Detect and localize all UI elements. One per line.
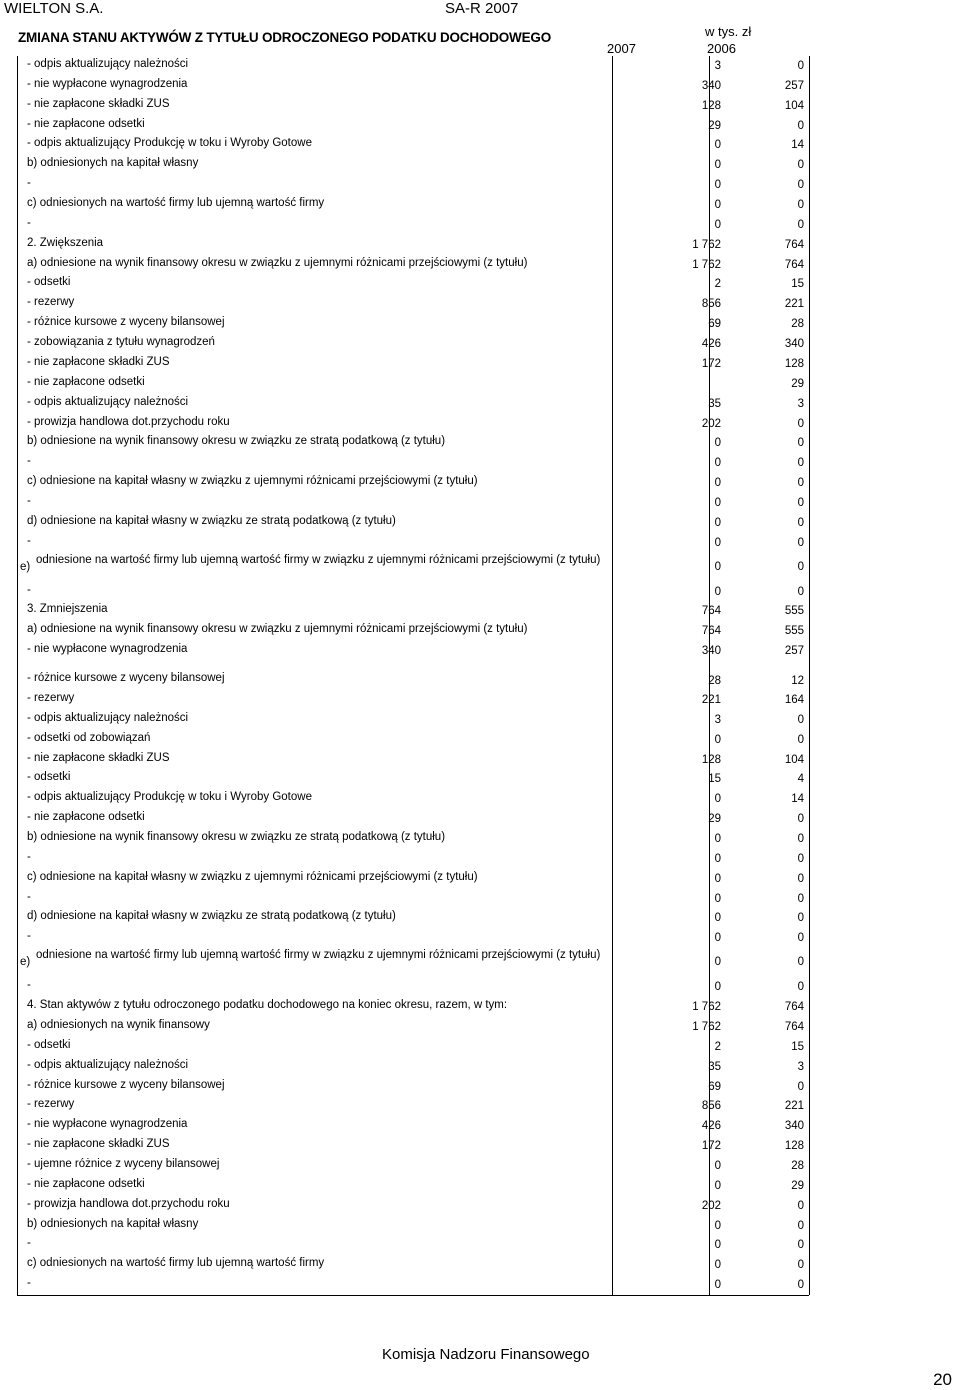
value-2006: 0	[797, 60, 804, 72]
table-row	[18, 601, 808, 621]
table-row	[18, 1216, 808, 1236]
value-2007: 0	[714, 139, 721, 152]
table-row	[18, 175, 808, 195]
table-row	[18, 56, 808, 76]
value-2006: 764	[784, 1020, 804, 1033]
value-2007: 2	[714, 278, 721, 291]
table-row	[18, 928, 808, 948]
value-2006: 0	[797, 813, 804, 826]
value-2006: 0	[797, 477, 804, 490]
table-row	[18, 1255, 808, 1275]
value-2006: 0	[797, 437, 804, 450]
value-2007: 0	[714, 1219, 721, 1232]
table-row	[18, 553, 808, 582]
value-2007: 0	[714, 477, 721, 490]
row-label: - nie zapłacone składki ZUS	[27, 1138, 170, 1151]
table-row	[18, 195, 808, 215]
table-row	[18, 730, 808, 750]
value-2007: 1 762	[692, 1001, 721, 1014]
value-2007: 0	[714, 932, 721, 945]
table-row	[18, 96, 808, 116]
table-row	[18, 789, 808, 809]
row-label: - nie zapłacone odsetki	[27, 375, 145, 388]
row-label: - nie zapłacone odsetki	[27, 117, 145, 130]
table-row	[18, 1136, 808, 1156]
value-2006: 257	[784, 645, 804, 658]
row-label: - odpis aktualizujący należności	[27, 58, 189, 70]
row-label: - odpis aktualizujący Produkcję w toku i Wyroby Gotowe	[27, 137, 312, 150]
value-2006: 0	[797, 199, 804, 212]
row-label: -	[27, 890, 31, 903]
row-label: -	[27, 1277, 31, 1290]
table-row	[18, 215, 808, 235]
row-label: - nie wypłacone wynagrodzenia	[27, 1118, 188, 1131]
row-label: - rezerwy	[27, 692, 75, 704]
row-label: - odpis aktualizujący należności	[27, 1058, 189, 1071]
value-2006: 128	[784, 1140, 804, 1153]
value-2007: 128	[701, 753, 721, 766]
row-label: b) odniesione na wynik finansowy okresu w związku ze stratą podatkową (z tytułu)	[27, 831, 446, 844]
value-2007: 0	[714, 437, 721, 450]
row-label: - odsetki	[27, 276, 71, 289]
table-row	[18, 948, 808, 977]
column-header-2006: 2006	[707, 41, 736, 56]
value-2006: 0	[797, 932, 804, 945]
value-2007: 0	[714, 852, 721, 865]
value-2007: 69	[708, 318, 721, 331]
value-2006: 14	[791, 793, 804, 806]
value-2006: 0	[797, 585, 804, 598]
value-2006: 29	[791, 377, 804, 390]
row-label: -	[27, 216, 31, 229]
value-2007: 35	[708, 1060, 721, 1073]
row-label: - odsetki	[27, 1038, 71, 1051]
value-2007: 856	[701, 1100, 721, 1113]
value-2007: 28	[708, 675, 721, 687]
value-2007: 0	[714, 892, 721, 905]
value-2006: 164	[784, 694, 804, 706]
value-2007: 29	[708, 813, 721, 826]
value-2007: 172	[701, 1140, 721, 1153]
table-row	[18, 809, 808, 829]
value-2006: 0	[797, 713, 804, 726]
table-row	[18, 710, 808, 730]
row-label: - odpis aktualizujący należności	[27, 711, 189, 724]
value-2007: 69	[708, 1080, 721, 1093]
row-label: - rezerwy	[27, 1098, 75, 1111]
value-2007: 426	[701, 1120, 721, 1133]
row-label: - prowizja handlowa dot.przychodu roku	[27, 1197, 230, 1210]
table-row	[18, 997, 808, 1017]
table-row	[18, 1235, 808, 1255]
row-prefix: e)	[20, 956, 31, 969]
value-2006: 0	[797, 516, 804, 529]
value-2006: 0	[797, 457, 804, 470]
value-2006: 0	[797, 981, 804, 994]
row-label: - nie zapłacone składki ZUS	[27, 355, 170, 368]
value-2007: 0	[714, 872, 721, 885]
value-2006: 12	[791, 675, 804, 687]
table-row	[18, 869, 808, 889]
table-row	[18, 750, 808, 770]
row-label: a) odniesionych na wynik finansowy	[27, 1018, 210, 1031]
row-label: - różnice kursowe z wyceny bilansowej	[27, 316, 225, 329]
value-2007: 0	[714, 179, 721, 192]
table-row	[18, 889, 808, 909]
value-2006: 221	[784, 298, 804, 311]
value-2007: 0	[714, 956, 721, 969]
value-2007: 1 762	[692, 1020, 721, 1033]
table-row	[18, 1156, 808, 1176]
table-row	[18, 374, 808, 394]
page-number: 20	[933, 1370, 952, 1389]
row-label: - odsetki od zobowiązań	[27, 731, 151, 744]
value-2007: 426	[701, 338, 721, 351]
value-2006: 340	[784, 1120, 804, 1133]
value-2006: 764	[784, 238, 804, 251]
value-2007: 1 762	[692, 238, 721, 251]
value-2006: 0	[797, 912, 804, 925]
table-title: ZMIANA STANU AKTYWÓW Z TYTUŁU ODROCZONEGO PODATKU DOCHODOWEGO	[18, 30, 552, 45]
value-2006: 0	[797, 1219, 804, 1232]
row-label: -	[27, 850, 31, 863]
value-2007: 0	[714, 733, 721, 746]
value-2006: 0	[797, 892, 804, 905]
value-2007: 0	[714, 1239, 721, 1252]
table-row	[18, 1275, 808, 1295]
table-row	[18, 1176, 808, 1196]
value-2007: 856	[701, 298, 721, 311]
value-2007: 0	[714, 585, 721, 598]
row-label: -	[27, 583, 31, 596]
row-label: 3. Zmniejszenia	[27, 603, 108, 616]
value-2007: 0	[714, 496, 721, 509]
row-label: b) odniesionych na kapitał własny	[27, 1217, 199, 1230]
value-2006: 104	[784, 99, 804, 112]
table-row	[18, 255, 808, 275]
table-row	[18, 769, 808, 789]
footer-publisher: Komisja Nadzoru Finansowego	[382, 1346, 590, 1363]
table-row	[18, 513, 808, 533]
row-label: - rezerwy	[27, 296, 75, 309]
value-2007: 35	[708, 397, 721, 410]
row-label: -	[27, 979, 31, 992]
table-row	[18, 533, 808, 553]
company-name: WIELTON S.A.	[4, 0, 104, 17]
value-2007: 15	[708, 773, 721, 786]
value-2006: 0	[797, 1080, 804, 1093]
value-2006: 3	[797, 1060, 804, 1073]
value-2006: 0	[797, 560, 804, 573]
value-2006: 0	[797, 417, 804, 430]
value-2007: 0	[714, 833, 721, 846]
value-2007: 0	[714, 1159, 721, 1172]
value-2006: 15	[791, 278, 804, 291]
value-2006: 0	[797, 536, 804, 549]
row-label: - prowizja handlowa dot.przychodu roku	[27, 415, 230, 428]
row-label: d) odniesione na kapitał własny w związku ze stratą podatkową (z tytułu)	[27, 910, 396, 923]
row-label: c) odniesione na kapitał własny w związku z ujemnymi różnicami przejściowymi (z tytułu)	[27, 870, 478, 883]
value-2007: 0	[714, 218, 721, 231]
value-2006: 0	[797, 159, 804, 172]
row-label: - zobowiązania z tytułu wynagrodzeń	[27, 336, 215, 349]
value-2007: 0	[714, 1259, 721, 1272]
value-2006: 0	[797, 1239, 804, 1252]
value-2006: 340	[784, 338, 804, 351]
table-row	[18, 235, 808, 255]
table-row	[18, 493, 808, 513]
table-row	[18, 394, 808, 414]
value-2007: 221	[701, 694, 721, 706]
row-label: - nie wypłacone wynagrodzenia	[27, 77, 188, 90]
row-label: -	[27, 1237, 31, 1250]
value-2006: 0	[797, 1259, 804, 1272]
table-row	[18, 582, 808, 602]
value-2007: 0	[714, 1279, 721, 1292]
value-2007: 340	[701, 645, 721, 658]
value-2006: 0	[797, 852, 804, 865]
row-label: - różnice kursowe z wyceny bilansowej	[27, 1078, 225, 1091]
table-row	[18, 1017, 808, 1037]
value-2007: 0	[714, 793, 721, 806]
value-2006: 257	[784, 79, 804, 92]
report-code: SA-R 2007	[445, 0, 519, 17]
value-2007: 0	[714, 1179, 721, 1192]
row-label: a) odniesione na wynik finansowy okresu w związku z ujemnymi różnicami przejściowymi (z tytułu)	[27, 623, 528, 636]
value-2006: 0	[797, 218, 804, 231]
table-row	[18, 1077, 808, 1097]
row-label: -	[27, 177, 31, 190]
row-label: b) odniesionych na kapitał własny	[27, 157, 199, 170]
value-2006: 0	[797, 496, 804, 509]
value-2007: 3	[714, 713, 721, 726]
value-2007: 0	[714, 536, 721, 549]
value-2006: 29	[791, 1179, 804, 1192]
table-row	[18, 661, 808, 690]
value-2006: 28	[791, 1159, 804, 1172]
table-row	[18, 314, 808, 334]
row-label: odniesione na wartość firmy lub ujemną wartość firmy w związku z ujemnymi różnicami przejściowymi (z tytułu)	[36, 949, 601, 962]
value-2007: 0	[714, 981, 721, 994]
table-row	[18, 829, 808, 849]
value-2006: 0	[797, 119, 804, 132]
row-label: d) odniesione na kapitał własny w związku ze stratą podatkową (z tytułu)	[27, 514, 396, 527]
row-label: - nie zapłacone składki ZUS	[27, 751, 170, 764]
table-row	[18, 76, 808, 96]
value-2007: 29	[708, 119, 721, 132]
value-2006: 764	[784, 1001, 804, 1014]
table-row	[18, 1196, 808, 1216]
value-2006: 0	[797, 956, 804, 969]
value-2007: 764	[701, 625, 721, 638]
value-2006: 0	[797, 872, 804, 885]
row-label: 4. Stan aktywów z tytułu odroczonego podatku dochodowego na koniec okresu, razem, w tym:	[27, 999, 508, 1012]
value-2007: 1 762	[692, 258, 721, 271]
row-label: b) odniesione na wynik finansowy okresu w związku ze stratą podatkową (z tytułu)	[27, 435, 446, 448]
table-row	[18, 1037, 808, 1057]
value-2006: 28	[791, 318, 804, 331]
table-row	[18, 294, 808, 314]
table-row	[18, 473, 808, 493]
value-2006: 555	[784, 625, 804, 638]
row-label: - odpis aktualizujący należności	[27, 395, 189, 408]
value-2006: 104	[784, 753, 804, 766]
table-row	[18, 641, 808, 661]
table-row	[18, 977, 808, 997]
value-2006: 0	[797, 179, 804, 192]
value-2007: 202	[701, 1199, 721, 1212]
row-label: - różnice kursowe z wyceny bilansowej	[27, 672, 225, 684]
value-2007: 0	[714, 560, 721, 573]
row-label: odniesione na wartość firmy lub ujemną wartość firmy w związku z ujemnymi różnicami przejściowymi (z tytułu)	[36, 553, 601, 566]
table-row	[18, 334, 808, 354]
table-row	[18, 274, 808, 294]
value-2007: 0	[714, 199, 721, 212]
table-row	[18, 1116, 808, 1136]
table-row	[18, 414, 808, 434]
value-2007: 3	[714, 60, 721, 72]
value-2006: 4	[797, 773, 804, 786]
column-header-2007: 2007	[607, 41, 636, 56]
value-2007: 202	[701, 417, 721, 430]
value-2006: 14	[791, 139, 804, 152]
value-2007: 0	[714, 516, 721, 529]
table-row	[18, 621, 808, 641]
table-row	[18, 433, 808, 453]
row-label: c) odniesionych na wartość firmy lub ujemną wartość firmy	[27, 197, 325, 210]
row-label: - odsetki	[27, 771, 71, 784]
table-row	[18, 155, 808, 175]
table-row	[18, 135, 808, 155]
value-2007: 2	[714, 1040, 721, 1053]
table-row	[18, 1057, 808, 1077]
value-2006: 3	[797, 397, 804, 410]
value-2006: 128	[784, 357, 804, 370]
value-2007: 128	[701, 99, 721, 112]
row-label: - nie zapłacone odsetki	[27, 1177, 145, 1190]
row-label: - nie zapłacone składki ZUS	[27, 97, 170, 110]
value-2007: 0	[714, 159, 721, 172]
row-label: - odpis aktualizujący Produkcję w toku i Wyroby Gotowe	[27, 791, 312, 804]
table-row	[18, 908, 808, 928]
value-2007: 764	[701, 605, 721, 618]
row-label: - nie zapłacone odsetki	[27, 811, 145, 824]
unit-label: w tys. zł	[705, 24, 752, 39]
value-2007: 0	[714, 912, 721, 925]
table-row	[18, 1096, 808, 1116]
value-2007: 172	[701, 357, 721, 370]
row-prefix: e)	[20, 560, 31, 573]
value-2006: 0	[797, 1279, 804, 1292]
value-2006: 0	[797, 1199, 804, 1212]
value-2006: 0	[797, 733, 804, 746]
table-row	[18, 453, 808, 473]
row-label: -	[27, 494, 31, 507]
value-2006: 15	[791, 1040, 804, 1053]
row-label: -	[27, 534, 31, 547]
value-2007: 340	[701, 79, 721, 92]
table-bottom-border	[17, 1295, 809, 1296]
row-label: -	[27, 455, 31, 468]
value-2007: 0	[714, 457, 721, 470]
value-2006: 221	[784, 1100, 804, 1113]
row-label: - ujemne różnice z wyceny bilansowej	[27, 1157, 220, 1170]
table-row	[18, 690, 808, 710]
row-label: 2. Zwiększenia	[27, 236, 104, 249]
value-2006: 555	[784, 605, 804, 618]
row-label: a) odniesione na wynik finansowy okresu w związku z ujemnymi różnicami przejściowymi (z tytułu)	[27, 256, 528, 269]
row-label: c) odniesionych na wartość firmy lub ujemną wartość firmy	[27, 1257, 325, 1270]
table-row	[18, 116, 808, 136]
value-2006: 0	[797, 833, 804, 846]
row-label: c) odniesione na kapitał własny w związku z ujemnymi różnicami przejściowymi (z tytułu)	[27, 475, 478, 488]
row-label: -	[27, 930, 31, 943]
table-row	[18, 849, 808, 869]
row-label: - nie wypłacone wynagrodzenia	[27, 643, 188, 656]
table-row	[18, 354, 808, 374]
value-2006: 764	[784, 258, 804, 271]
